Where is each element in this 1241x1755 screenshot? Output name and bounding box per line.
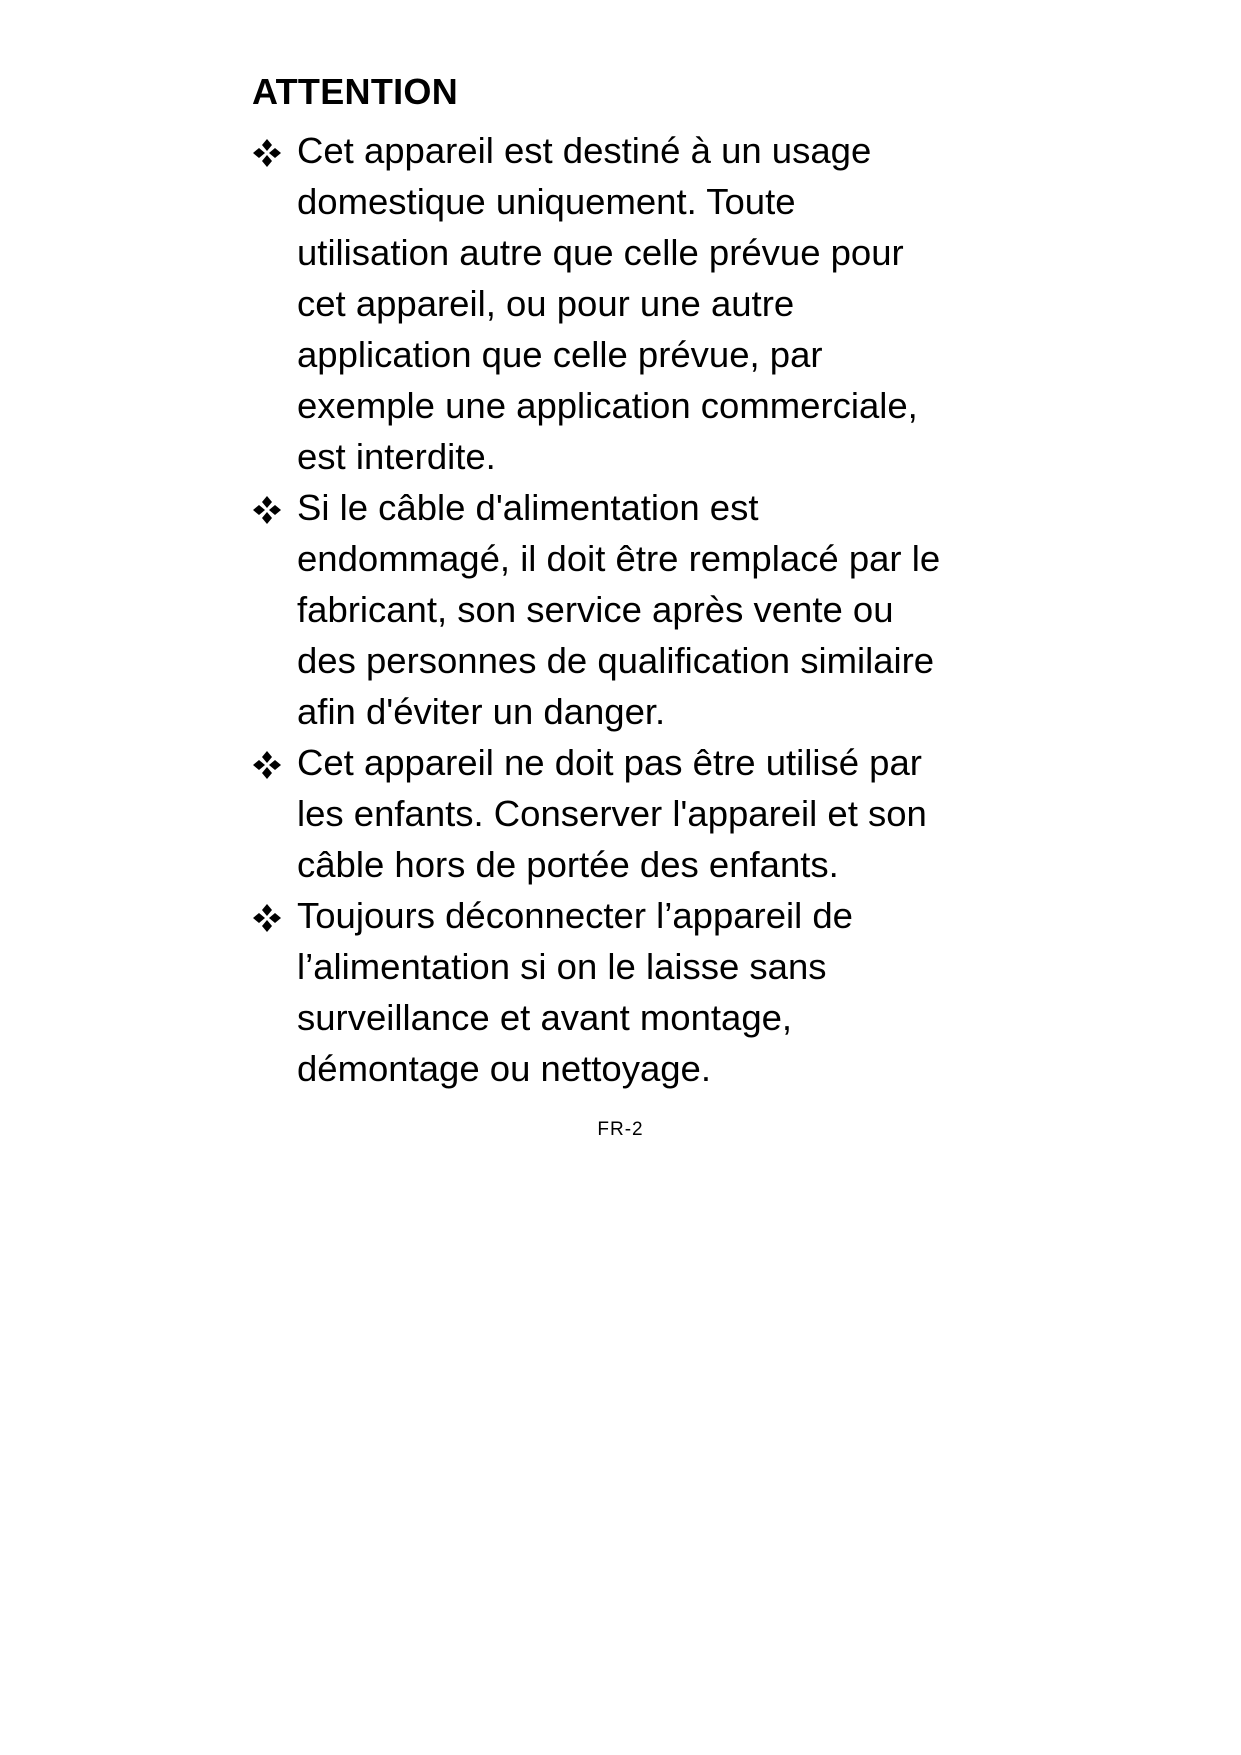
warning-list: [252, 125, 1012, 1094]
diamond-cluster-icon: [252, 495, 282, 525]
warning-item: [252, 125, 1012, 482]
warning-item: [252, 890, 1012, 1094]
diamond-cluster-icon: [252, 903, 282, 933]
warning-text: Cet appareil ne doit pas être utilisé par les enfants. Conserver l'appareil et son câble hors de portée des enfants.: [297, 742, 927, 885]
page-number: FR-2: [597, 1119, 644, 1140]
warning-item: [252, 482, 1012, 737]
section-heading: ATTENTION: [252, 71, 459, 112]
warning-text: Cet appareil est destiné à un usage domestique uniquement. Toute utilisation autre que celle prévue pour cet appareil, ou pour une autre application que celle prévue, par exemple une application commerciale, est interdite.: [297, 130, 918, 477]
diamond-cluster-icon: [252, 138, 282, 168]
warning-text: Toujours déconnecter l’appareil de l’alimentation si on le laisse sans surveillance et avant montage, démontage ou nettoyage.: [297, 895, 853, 1089]
warning-text: Si le câble d'alimentation est endommagé, il doit être remplacé par le fabricant, son service après vente ou des personnes de qualification similaire afin d'éviter un danger.: [297, 487, 941, 732]
diamond-cluster-icon: [252, 750, 282, 780]
warning-item: [252, 737, 1012, 890]
